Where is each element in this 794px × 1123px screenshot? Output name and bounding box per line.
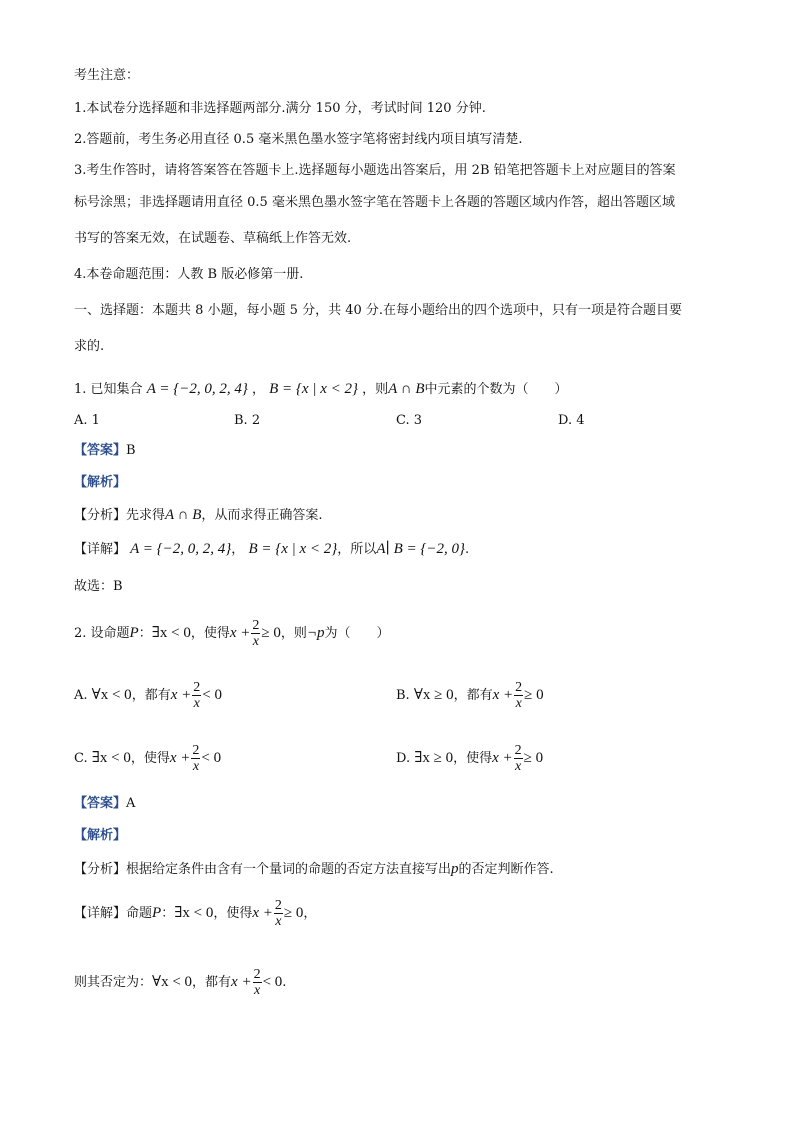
fraction-denominator: x	[252, 634, 259, 649]
fraction-numerator: 2	[193, 680, 201, 695]
q2-option-b	[396, 680, 544, 711]
q1-xiangjie-end: .	[465, 542, 470, 557]
fraction-denominator: x	[192, 759, 200, 774]
q2-mid: ，使得	[190, 626, 230, 641]
q1-fenxi-a: 先求得	[126, 508, 166, 523]
q2-suffix-a: ，则	[280, 626, 307, 641]
option-mid: ，使得	[453, 751, 493, 766]
q1-xiangjie-label: 【详解】	[74, 542, 127, 557]
fraction-numerator: 2	[514, 743, 522, 758]
q2-answer-label: 【答案】	[74, 796, 127, 811]
q2-p: P	[129, 625, 139, 641]
q2-xiangjie-q: ∃x < 0	[174, 905, 214, 921]
q2-exists: ∃x < 0	[151, 625, 191, 641]
q1-xiangjie	[74, 541, 469, 558]
option-label: D.	[396, 751, 411, 766]
q1-intersection: A ∩ B	[388, 381, 425, 397]
q1-xiangjie-a: A = {−2, 0, 2, 4}	[130, 541, 232, 557]
q2-prefix: 2. 设命题	[74, 626, 130, 641]
q1-option-b: B. 2	[234, 413, 261, 428]
option-quantifier: ∀x < 0	[91, 687, 132, 703]
option-expr: x +	[169, 750, 191, 766]
notice-item-4: 4.本卷命题范围：人教 B 版必修第一册.	[74, 267, 304, 282]
q2-xiangjie-a: 命题	[126, 906, 153, 921]
q1-set-b: B = {x | x < 2}	[269, 381, 358, 397]
q1-final: 故选：B	[74, 579, 123, 594]
notice-item-3-line-3: 书写的答案无效，在试题卷、草稿纸上作答无效.	[74, 231, 352, 246]
option-expr: x +	[492, 750, 513, 766]
q1-fenxi-label: 【分析】	[74, 508, 127, 523]
q2-analysis-heading: 【解析】	[74, 828, 127, 843]
q2-expr-a: x +	[229, 625, 251, 641]
q2-neg-lt: < 0	[262, 974, 283, 990]
notice-title: 考生注意：	[74, 68, 140, 83]
q1-set-a: A = {−2, 0, 2, 4}	[146, 381, 248, 397]
fraction-denominator: x	[275, 914, 282, 929]
q2-fenxi	[74, 861, 554, 878]
q1-xiangjie-d: A∣ B = {−2, 0}	[376, 541, 465, 557]
q2-xiangjie-label: 【详解】	[74, 906, 127, 921]
q2-negation	[74, 967, 286, 998]
q1-suffix-a: ，则	[362, 382, 389, 397]
q2-option-d	[396, 743, 543, 774]
q1-option-d: D. 4	[558, 413, 585, 428]
q1-answer	[74, 443, 136, 459]
q1-fenxi-math: A ∩ B	[165, 507, 202, 523]
option-quantifier: ∃x ≥ 0	[414, 750, 454, 766]
option-fraction	[192, 680, 201, 711]
q2-xiangjie-x: x +	[252, 905, 273, 921]
q2-neg-q: ∀x < 0	[152, 974, 193, 990]
q2-xiangjie-end: ，	[303, 906, 317, 921]
q2-answer	[74, 796, 135, 812]
q1-xiangjie-c: ，所以	[337, 542, 377, 557]
option-quantifier: ∃x < 0	[91, 750, 131, 766]
q2-suffix-b: 为（ ）	[324, 626, 390, 641]
q1-analysis-heading: 【解析】	[74, 475, 127, 490]
q2-fraction	[251, 618, 260, 649]
q2-option-a	[74, 680, 222, 711]
q2-option-c	[74, 743, 221, 774]
q2-neg-x: x +	[231, 974, 252, 990]
section-heading-line-1: 一、选择题：本题共 8 小题，每小题 5 分，共 40 分.在每小题给出的四个选项中，只有一项是符合题目要	[74, 303, 683, 318]
option-relation: ≥ 0	[523, 750, 544, 766]
q1-xiangjie-b: B = {x | x < 2}	[248, 541, 338, 557]
fraction-denominator: x	[253, 983, 261, 998]
section-heading-line-2: 求的.	[74, 339, 105, 354]
fraction-numerator: 2	[253, 967, 261, 982]
fraction-numerator: 2	[274, 898, 282, 913]
q2-xiangjie-mid: ，使得	[213, 906, 253, 921]
fraction-numerator: 2	[515, 680, 523, 695]
notice-item-3-line-2: 标号涂黑；非选择题请用直径 0.5 毫米黑色墨水签字笔在答题卡上各题的答题区域内作答，超出答题区域	[74, 195, 675, 210]
fraction-denominator: x	[515, 759, 522, 774]
q1-option-c: C. 3	[396, 413, 423, 428]
q2-fenxi-p: p	[451, 861, 459, 877]
q2-neg-mid: ，都有	[192, 975, 232, 990]
notice-item-1: 1.本试卷分选择题和非选择题两部分.满分 150 分，考试时间 120 分钟.	[74, 101, 486, 116]
q2-fenxi-b: 的否定判断作答.	[458, 862, 554, 877]
option-expr: x +	[170, 687, 192, 703]
fraction-denominator: x	[515, 696, 522, 711]
option-relation: ≥ 0	[524, 687, 544, 703]
question-1-stem	[74, 381, 568, 398]
q1-option-a: A. 1	[74, 413, 100, 428]
notice-item-3-line-1: 3.考生作答时，请将答案答在答题卡上.选择题每小题选出答案后，用 2B 铅笔把答题卡上对应题目的答案	[74, 163, 676, 178]
option-label: B.	[396, 688, 410, 703]
q1-xiangjie-sep: ，	[231, 542, 245, 557]
q1-sep: ，	[251, 382, 265, 397]
q1-fenxi-b: ，从而求得正确答案.	[201, 508, 323, 523]
q2-neg-fraction	[253, 967, 262, 998]
q2-xiangjie-p: P	[152, 905, 162, 921]
q1-answer-label: 【答案】	[74, 443, 127, 458]
q1-prefix: 1. 已知集合	[74, 382, 143, 397]
q2-neg-p: ¬p	[306, 625, 325, 641]
q1-answer-value: B	[126, 443, 136, 458]
question-2-stem	[74, 618, 390, 649]
q2-xiangjie-ge: ≥ 0	[283, 905, 304, 921]
q1-fenxi	[74, 507, 323, 524]
q2-analysis-label	[74, 828, 126, 844]
q2-neg-end: .	[282, 975, 287, 990]
q2-xiangjie-fraction	[274, 898, 283, 929]
option-label: C.	[74, 751, 88, 766]
q2-fenxi-a: 根据给定条件由含有一个量词的命题的否定方法直接写出	[126, 862, 452, 877]
q2-fenxi-label: 【分析】	[74, 862, 127, 877]
q2-colon: ：	[138, 626, 152, 641]
q2-xiangjie	[74, 898, 316, 929]
q2-expr-b: ≥ 0	[261, 625, 281, 641]
option-mid: ，使得	[130, 751, 170, 766]
fraction-numerator: 2	[252, 618, 260, 633]
q2-answer-value: A	[126, 796, 136, 811]
option-label: A.	[74, 688, 88, 703]
option-fraction	[514, 743, 523, 774]
q1-suffix-b: 中元素的个数为（ ）	[424, 382, 568, 397]
option-fraction	[191, 743, 200, 774]
q2-xiangjie-colon: ：	[161, 906, 175, 921]
notice-item-2: 2.答题前，考生务必用直径 0.5 毫米黑色墨水签字笔将密封线内项目填写清楚.	[74, 132, 523, 147]
option-fraction	[514, 680, 523, 711]
fraction-numerator: 2	[192, 743, 200, 758]
option-relation: < 0	[202, 687, 222, 703]
option-mid: ，都有	[453, 688, 493, 703]
option-expr: x +	[492, 687, 514, 703]
option-mid: ，都有	[131, 688, 171, 703]
q1-analysis-label	[74, 475, 126, 491]
option-relation: < 0	[201, 750, 222, 766]
option-quantifier: ∀x ≥ 0	[413, 687, 454, 703]
q2-neg-a: 则其否定为：	[74, 975, 153, 990]
fraction-denominator: x	[193, 696, 200, 711]
